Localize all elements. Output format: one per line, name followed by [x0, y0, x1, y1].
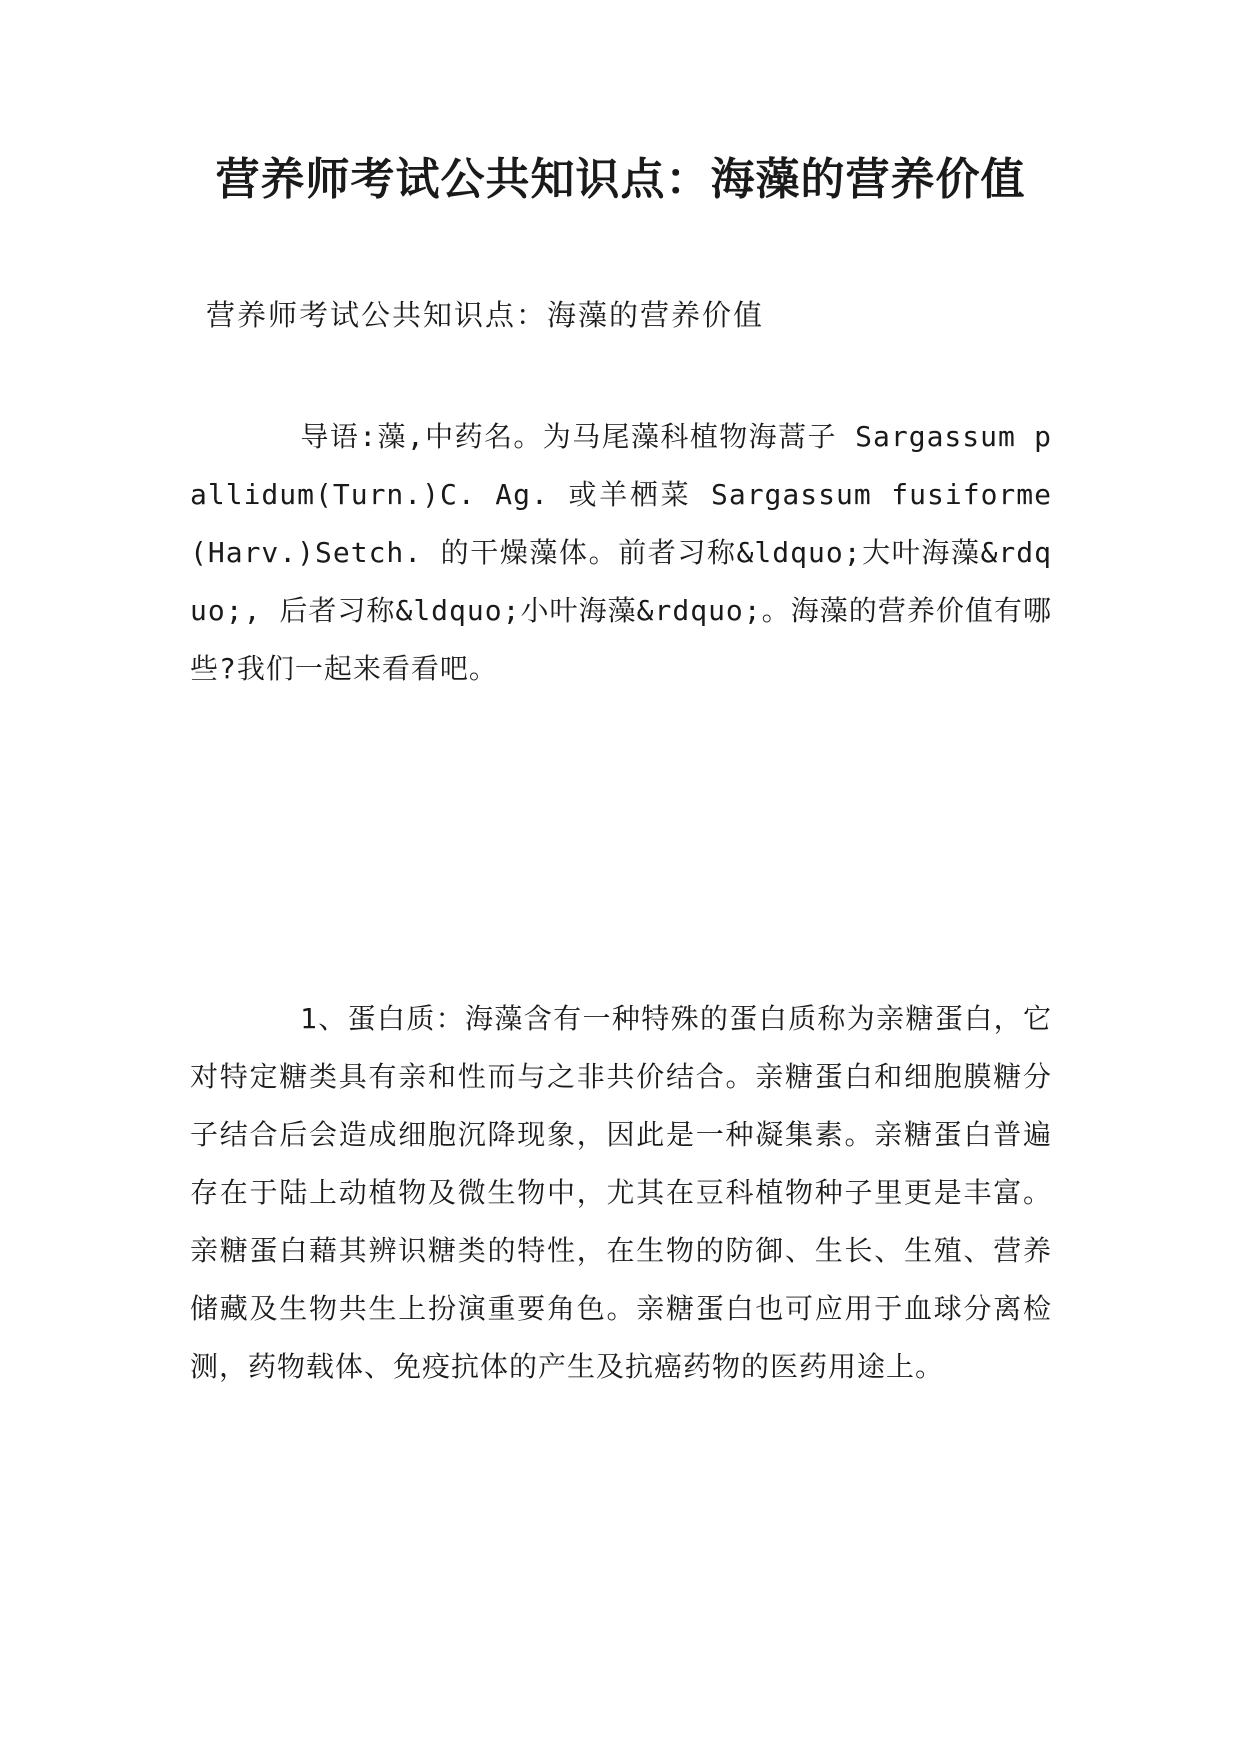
intro-text: 导语:藻,中药名。为马尾藻科植物海蒿子 Sargassum pallidum(Turn.)C. Ag. 或羊栖菜 Sargassum fusiforme (Harv.)Setch. 的干燥藻体。前者习称&ldquo;大叶海藻&rdquo;, 后者习称&ldquo;小叶海藻&rdquo;。海藻的营养价值有哪些?我们一起来看看吧。: [190, 420, 1052, 685]
document-title: 营养师考试公共知识点：海藻的营养价值: [215, 154, 1026, 205]
intro-paragraph: [190, 408, 1052, 698]
document-subtitle: 营养师考试公共知识点：海藻的营养价值: [206, 298, 765, 332]
protein-paragraph: [190, 990, 1052, 1396]
protein-text: 1、蛋白质：海藻含有一种特殊的蛋白质称为亲糖蛋白，它对特定糖类具有亲和性而与之非共价结合。亲糖蛋白和细胞膜糖分子结合后会造成细胞沉降现象，因此是一种凝集素。亲糖蛋白普遍存在于陆上动植物及微生物中，尤其在豆科植物种子里更是丰富。亲糖蛋白藉其辨识糖类的特性，在生物的防御、生长、生殖、营养储藏及生物共生上扮演重要角色。亲糖蛋白也可应用于血球分离检测，药物载体、免疫抗体的产生及抗癌药物的医药用途上。: [190, 1002, 1052, 1383]
